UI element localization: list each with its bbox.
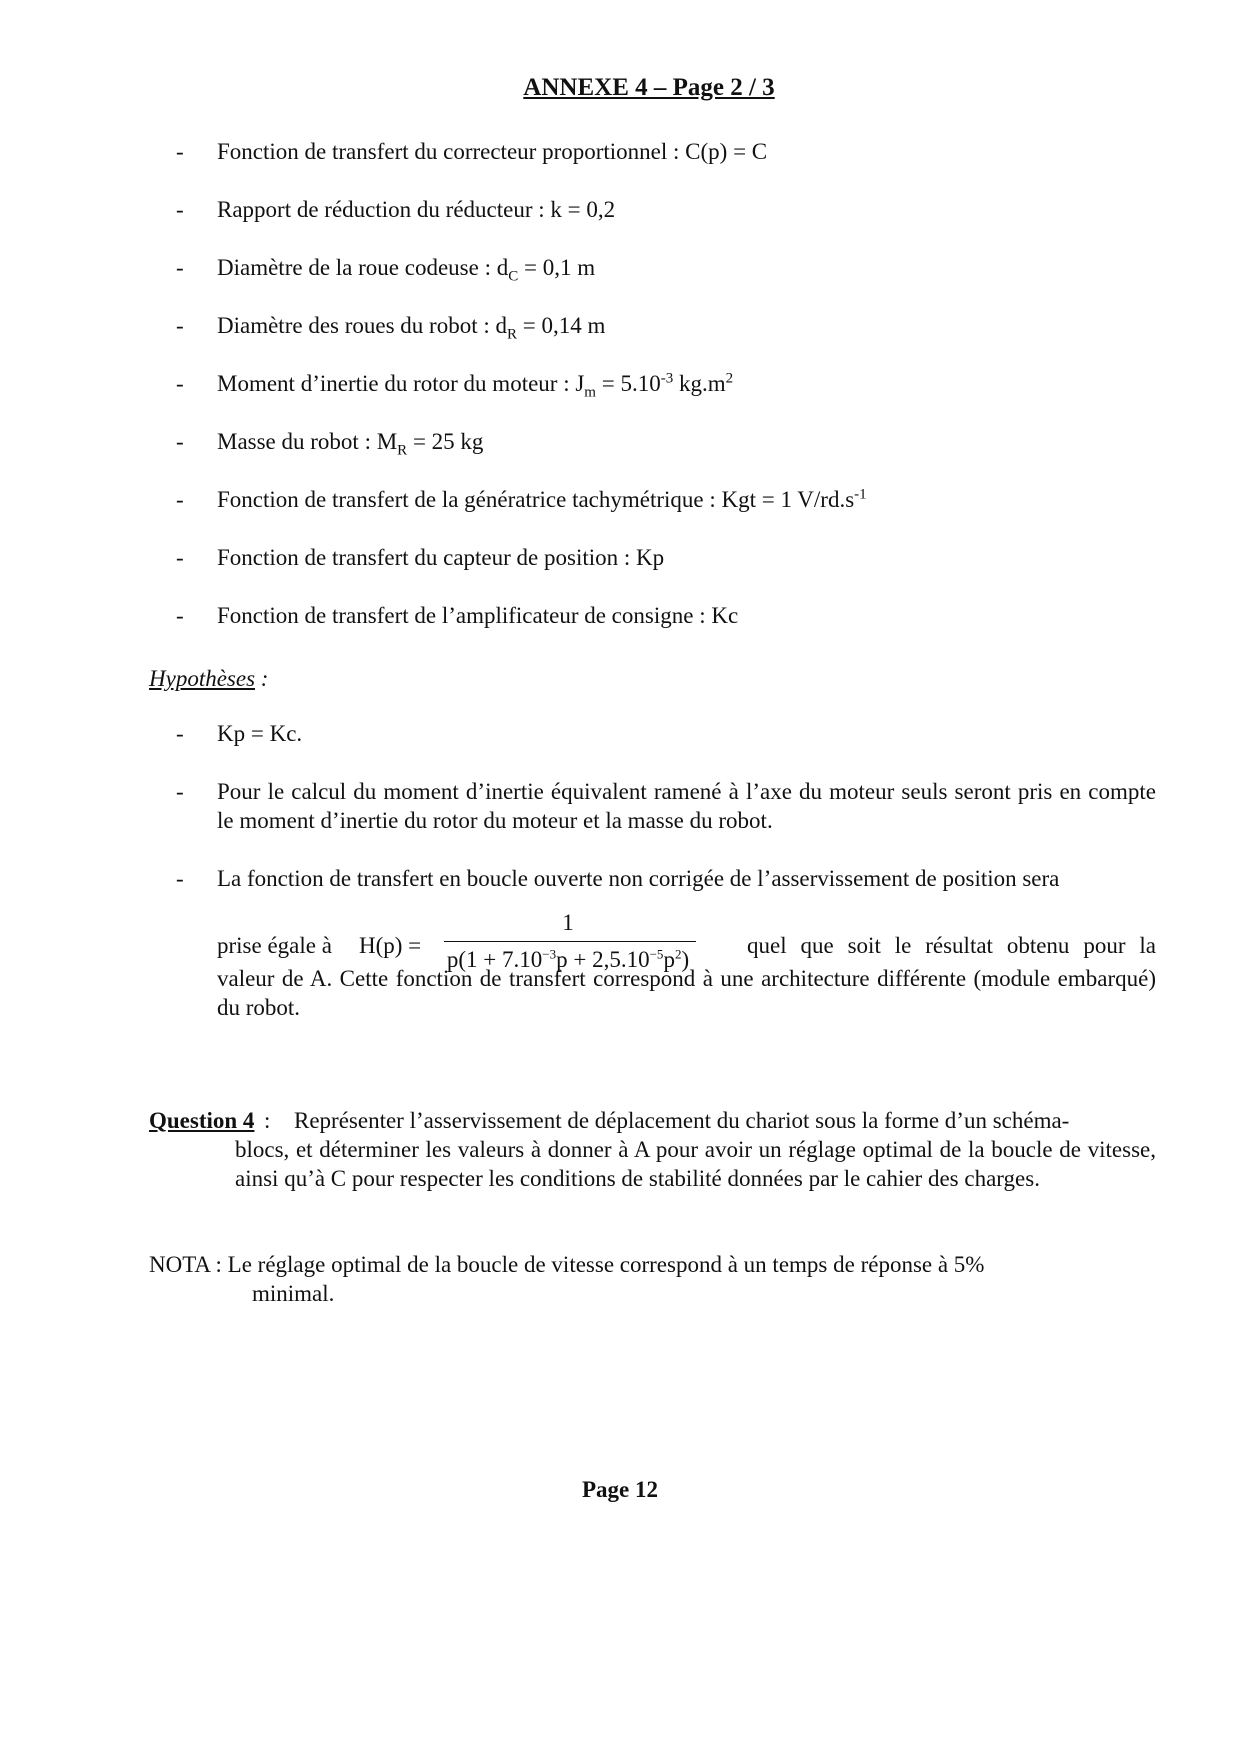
param-sup: -3 [660,370,674,387]
question-separator: : [264,1108,271,1133]
list-dash: - [176,371,184,396]
hypothesis-text: Pour le calcul du moment d’inertie équivalent ramené à l’axe du moteur seuls seront pris en compte le moment d’inertie du rotor du moteur et la masse du robot. [217,779,1156,833]
list-dash: - [176,139,184,164]
param-text: Masse du robot : M [217,429,398,454]
param-sub: R [397,442,408,459]
list-dash: - [176,603,184,628]
fraction-bar [444,941,696,942]
list-dash: - [176,779,184,804]
param-text: Diamètre des roues du robot : d [217,313,507,338]
question-first-line: Représenter l’asservissement de déplacement du chariot sous la forme d’un schéma- [294,1108,1070,1133]
question-text: blocs, et déterminer les valeurs à donner à A pour avoir un réglage optimal de la boucle de vitesse, ainsi qu’à C pour respecter les conditions de stabilité données par le cahier des charges. [235,1137,1156,1191]
param-sub: R [506,326,517,343]
den-exponent: −5 [649,946,664,962]
hypothesis-text: Kp = Kc. [217,721,303,746]
hypotheses-heading [149,664,268,693]
den-part: p(1 + 7.10 [446,947,543,972]
param-sup: -1 [854,486,867,503]
param-unit: kg.m [673,371,726,396]
list-dash: - [176,721,184,746]
param-value: = 0,14 m [517,313,606,338]
question-label [149,1106,254,1135]
transfer-intro: La fonction de transfert en boucle ouverte non corrigée de l’asservissement de position sera [217,866,1060,891]
page-title: ANNEXE 4 – Page 2 / 3 [523,74,775,101]
list-dash: - [176,255,184,280]
page-number: Page 12 [581,1477,658,1502]
param-sub: m [584,384,596,401]
list-dash: - [176,197,184,222]
param-value: = 0,1 m [518,255,596,280]
nota-first-line: NOTA : Le réglage optimal de la boucle de vitesse correspond à un temps de réponse à 5% [149,1252,985,1277]
transfer-prefix: prise égale à [217,933,332,958]
param-sub: C [508,268,519,285]
den-part: ) [681,947,690,972]
nota-continuation: minimal. [252,1281,335,1306]
den-exponent: −3 [542,946,557,962]
hypotheses-colon: : [255,666,269,691]
transfer-suffix: quel que soit le résultat obtenu pour la [747,933,1156,958]
param-text: Fonction de transfert du capteur de position : Kp [217,545,665,570]
param-text: Fonction de transfert du correcteur proportionnel : C(p) = C [217,139,768,164]
param-text: Diamètre de la roue codeuse : d [217,255,509,280]
transfer-lhs: H(p) = [359,933,422,958]
den-exponent: 2 [674,946,682,962]
list-dash: - [176,545,184,570]
list-dash: - [176,313,184,338]
list-dash: - [176,429,184,454]
transfer-continuation: valeur de A. Cette fonction de transfert correspond à une architecture différente (module embarqué) du robot. [217,966,1156,1020]
param-text: Moment d’inertie du rotor du moteur : J [217,371,585,396]
param-text: Fonction de transfert de l’amplificateur de consigne : Kc [217,603,739,628]
param-sup: 2 [725,370,734,387]
param-text: Fonction de transfert de la génératrice tachymétrique : Kgt = 1 V/rd.s [217,487,855,512]
den-part: p [663,947,675,972]
fraction-numerator: 1 [562,910,574,935]
question-number: Question 4 [149,1108,255,1133]
hypothesis-transfer-function [176,864,1156,1024]
list-dash: - [176,487,184,512]
param-value: = 5.10 [595,371,661,396]
hypotheses-label: Hypothèses [149,666,256,691]
param-value: = 25 kg [407,429,484,454]
den-part: p + 2,5.10 [556,947,650,972]
param-text: Rapport de réduction du réducteur : k = 0,2 [217,197,616,222]
list-dash: - [176,866,184,891]
